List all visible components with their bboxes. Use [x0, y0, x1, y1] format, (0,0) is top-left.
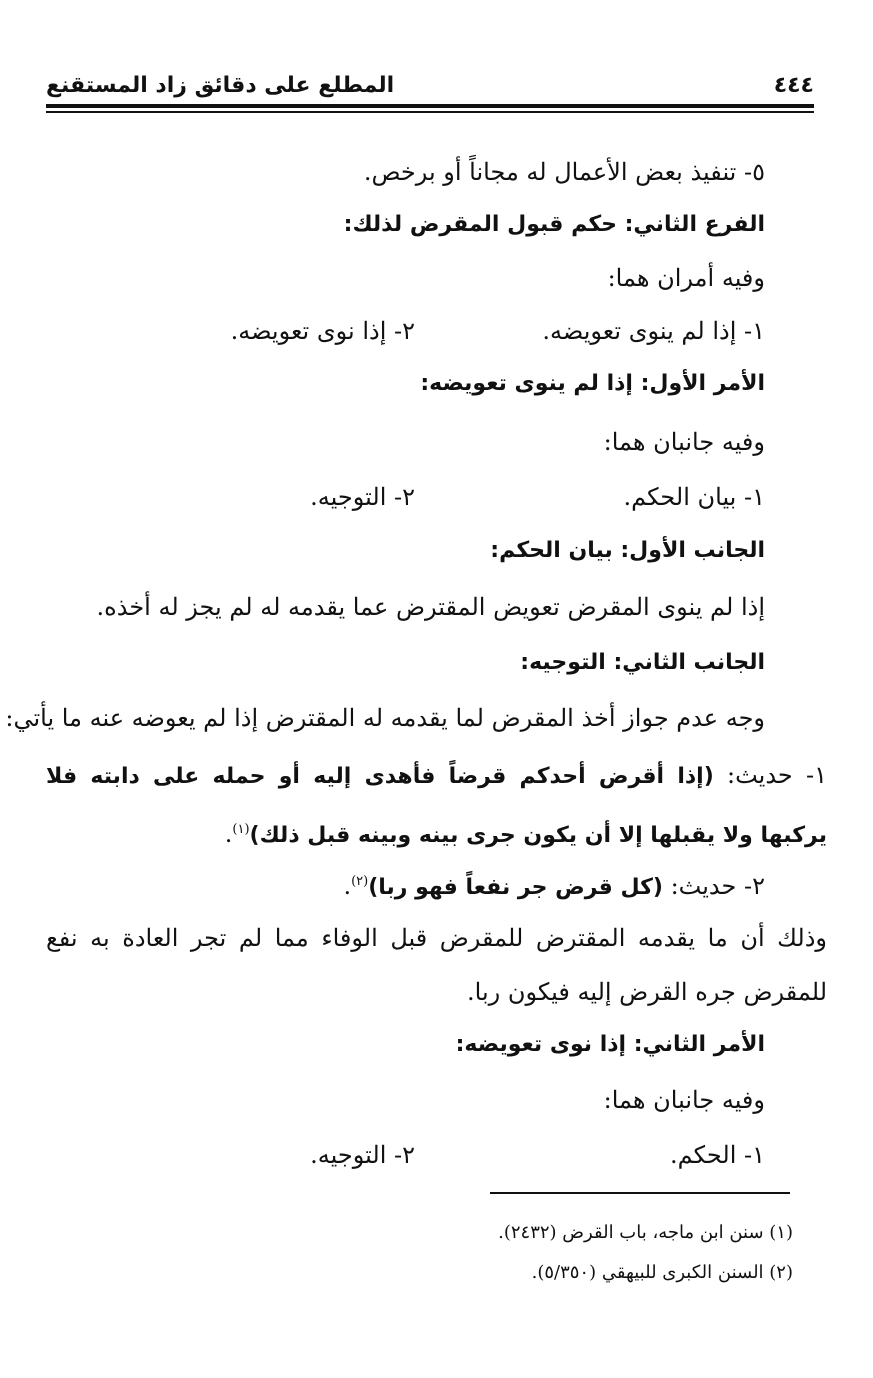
page-number: ٤٤٤ [773, 73, 814, 98]
footnote-ref-2[interactable]: (٢) [351, 874, 369, 889]
hadith-label: ٢- حديث: [662, 872, 765, 900]
hadith-text: (إذا أقرض أحدكم قرضاً فأهدى إليه أو حمله على دابته فلا [46, 764, 714, 789]
paragraph-intro: وفيه جانبان هما: [603, 428, 765, 456]
header-rule-thin [46, 111, 814, 113]
hadith-text: (كل قرض جر نفعاً فهو ربا) [368, 875, 663, 900]
enum-item-2: ٢- التوجيه. [310, 483, 415, 511]
enum-item-1: ١- بيان الحكم. [623, 483, 765, 511]
paragraph-intro: وفيه جانبان هما: [603, 1086, 765, 1114]
period: . [224, 820, 233, 848]
footnote-separator [490, 1192, 790, 1194]
paragraph-reason-intro: وجه عدم جواز أخذ المقرض لما يقدمه له المقترض إذا لم يعوضه عنه ما يأتي: [5, 704, 765, 732]
paragraph-intro: وفيه أمران هما: [607, 264, 765, 292]
hadith-text: يركبها ولا يقبلها إلا أن يكون جرى بينه وبينه قبل ذلك) [249, 823, 827, 848]
enum-item-2: ٢- إذا نوى تعويضه. [230, 317, 415, 345]
enum-item-1: ١- الحكم. [670, 1141, 765, 1169]
subheading-aspect-1: الجانب الأول: بيان الحكم: [490, 538, 765, 563]
paragraph-ruling: إذا لم ينوى المقرض تعويض المقترض عما يقدمه له لم يجز له أخذه. [96, 593, 765, 621]
subheading-aspect-2: الجانب الثاني: التوجيه: [520, 650, 765, 675]
header-rule-thick [46, 104, 814, 108]
hadith-label: ١- حديث: [713, 761, 827, 789]
footnote-ref-1[interactable]: (١) [232, 822, 250, 837]
paragraph-item-5: ٥- تنفيذ بعض الأعمال له مجاناً أو برخص. [363, 158, 765, 186]
enumeration-row [310, 1135, 765, 1175]
running-header [46, 62, 814, 98]
subheading-matter-2: الأمر الثاني: إذا نوى تعويضه: [455, 1032, 765, 1057]
hadith-2 [343, 862, 765, 908]
enum-item-2: ٢- التوجيه. [310, 1141, 415, 1169]
enumeration-row [231, 311, 765, 351]
footnote-1: (١) سنن ابن ماجه، باب القرض (٢٤٣٢). [498, 1222, 793, 1243]
period: . [343, 872, 352, 900]
enum-item-1: ١- إذا لم ينوى تعويضه. [542, 317, 765, 345]
footnote-2: (٢) السنن الكبرى للبيهقي (٥/٣٥٠). [531, 1262, 793, 1283]
hadith-1-line-1 [46, 755, 827, 797]
subheading-matter-1: الأمر الأول: إذا لم ينوى تعويضه: [420, 371, 765, 396]
hadith-1-line-2 [225, 810, 827, 856]
section-heading-branch-2: الفرع الثاني: حكم قبول المقرض لذلك: [343, 212, 765, 237]
enumeration-row [310, 477, 765, 517]
paragraph-explanation-line-2: للمقرض جره القرض إليه فيكون ربا. [467, 978, 827, 1006]
book-title: المطلع على دقائق زاد المستقنع [46, 73, 395, 98]
paragraph-explanation-line-1: وذلك أن ما يقدمه المقترض للمقرض قبل الوفاء مما لم تجر العادة به نفع [46, 924, 827, 952]
